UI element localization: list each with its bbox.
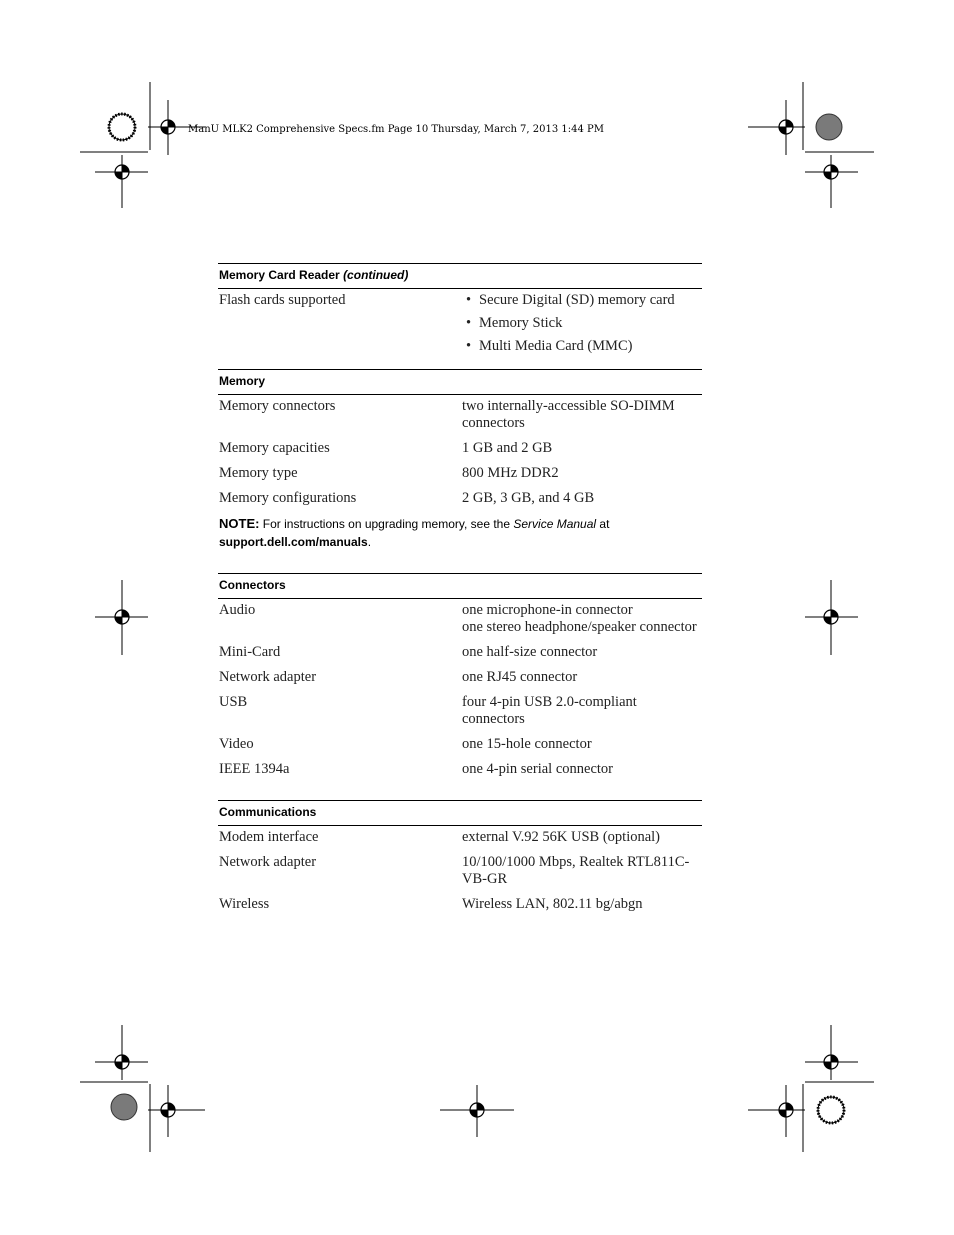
support-link[interactable]: support.dell.com/manuals [219,535,368,549]
spec-label: Audio [219,602,256,618]
spec-row [218,669,702,686]
spec-row [218,490,702,507]
spec-value: one 15-hole connector [462,736,592,752]
memory-note [218,515,702,551]
section-communications [218,800,702,913]
section-memory [218,369,702,551]
spec-row [218,440,702,457]
spec-label: USB [219,694,248,710]
section-title: Connectors [218,573,702,599]
spec-label: Memory capacities [219,440,330,456]
spec-value [462,292,702,361]
spec-label: Video [219,736,254,752]
spec-row [218,736,702,753]
section-title-suffix: (continued) [343,268,409,282]
spec-row [218,398,702,432]
spec-value: 800 MHz DDR2 [462,465,559,481]
spec-value: four 4-pin USB 2.0-compliant connectors [462,694,637,727]
spec-value: 10/100/1000 Mbps, Realtek RTL811C-VB-GR [462,854,690,887]
bullet-list [462,292,702,355]
note-text-after: at [596,517,610,531]
spec-label: Memory type [219,465,298,481]
note-label: NOTE: [219,516,260,531]
spec-row [218,602,702,636]
section-title: Memory [218,369,702,395]
spec-value: 2 GB, 3 GB, and 4 GB [462,490,595,506]
section-card-reader [218,263,702,361]
bullet-item: • Multi Media Card (MMC) [462,338,702,355]
spec-label: Memory configurations [219,490,357,506]
note-italic: Service Manual [513,517,597,531]
spec-value: one RJ45 connector [462,669,578,685]
spec-value: one 4-pin serial connector [462,761,613,777]
note-end: . [367,535,372,549]
spec-row [218,644,702,661]
spec-value: Wireless LAN, 802.11 bg/abgn [462,896,643,912]
spec-row [218,292,702,361]
spec-value [462,602,702,636]
file-header: ManU MLK2 Comprehensive Specs.fm Page 10 Thursday, March 7, 2013 1:44 PM [188,124,605,135]
spec-value: 1 GB and 2 GB [462,440,553,456]
spec-value-line: one stereo headphone/speaker connector [462,619,697,635]
spec-value-line: one microphone-in connector [462,602,633,618]
bullet-item: • Memory Stick [462,315,702,332]
spec-label: Wireless [219,896,270,912]
spec-row [218,465,702,482]
spec-value: one half-size connector [462,644,598,660]
spec-label: IEEE 1394a [219,761,290,777]
spec-value: external V.92 56K USB (optional) [462,829,661,845]
note-text: For instructions on upgrading memory, see the [259,517,514,531]
section-title: Communications [218,800,702,826]
spec-row [218,761,702,778]
section-connectors [218,573,702,800]
spec-table [218,263,702,921]
spec-row [218,896,702,913]
spec-label: Network adapter [219,669,317,685]
section-title-text: Memory Card Reader [219,268,340,282]
spec-row [218,854,702,888]
spec-label: Memory connectors [219,398,336,414]
spec-label: Flash cards supported [219,292,346,308]
spec-value: two internally-accessible SO-DIMM connectors [462,398,675,431]
spec-row [218,829,702,846]
spec-label: Modem interface [219,829,319,845]
section-title [218,263,702,289]
spec-label: Mini-Card [219,644,281,660]
bullet-item: • Secure Digital (SD) memory card [462,292,702,309]
spec-row [218,694,702,728]
spec-label: Network adapter [219,854,317,870]
